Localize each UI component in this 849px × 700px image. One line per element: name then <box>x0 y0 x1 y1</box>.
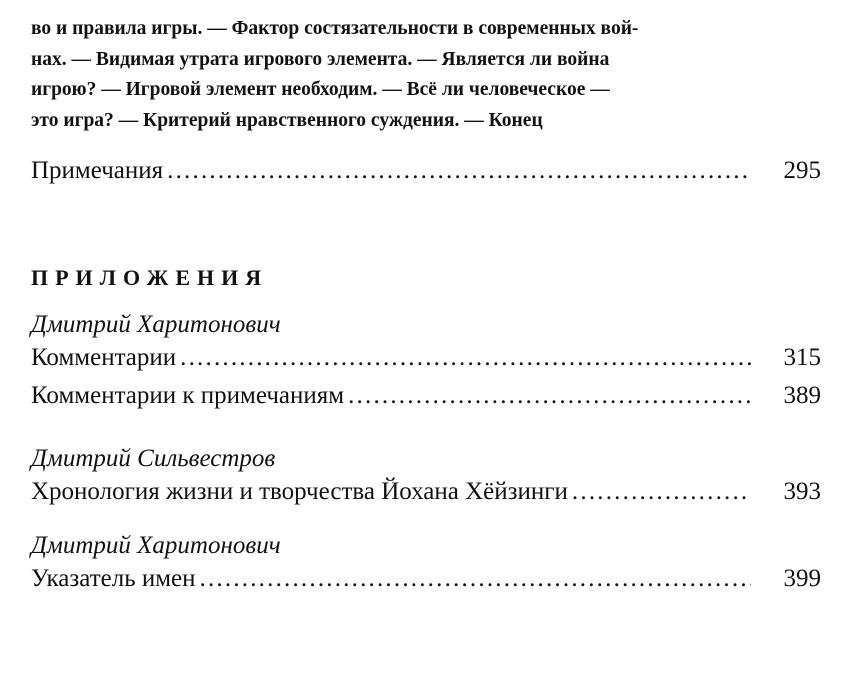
summary-line: нах. — Видимая утрата игрового элемента. — Является ли война <box>31 48 610 70</box>
toc-entry-label: Указатель имен <box>31 565 196 592</box>
author-name: Дмитрий Харитонович <box>31 311 281 338</box>
page-number: 315 <box>783 344 821 371</box>
page-number: 295 <box>783 157 821 184</box>
toc-entry-label: Комментарии к примечаниям <box>31 382 345 409</box>
dot-leader <box>167 157 751 185</box>
chapter-summary <box>31 14 741 136</box>
toc-entry-chronology[interactable] <box>31 478 821 514</box>
dot-leader <box>200 565 751 593</box>
toc-entry-notes[interactable] <box>31 157 821 193</box>
dot-leader <box>348 382 751 410</box>
dot-leader <box>572 478 751 506</box>
toc-entry-name-index[interactable] <box>31 565 821 601</box>
toc-entry-notes-commentary[interactable] <box>31 382 821 418</box>
summary-line: игрою? — Игровой элемент необходим. — Всё ли человеческое — <box>31 79 610 100</box>
appendices-heading: ПРИЛОЖЕНИЯ <box>31 265 269 290</box>
author-name: Дмитрий Харитонович <box>31 532 281 559</box>
toc-entry-label: Комментарии <box>31 344 177 371</box>
summary-line: во и правила игры. — Фактор состязательности в современных вой- <box>31 18 639 39</box>
summary-line: это игра? — Критерий нравственного суждения. — Конец <box>31 109 543 131</box>
toc-entry-commentary[interactable] <box>31 344 821 380</box>
toc-entry-label: Хронология жизни и творчества Йохана Хёйзинги <box>31 478 568 505</box>
author-name: Дмитрий Сильвестров <box>31 445 276 472</box>
toc-entry-label: Примечания <box>31 157 164 184</box>
dot-leader <box>180 344 751 372</box>
page-number: 393 <box>783 478 821 505</box>
page-number: 399 <box>783 565 821 592</box>
page-number: 389 <box>783 382 821 409</box>
